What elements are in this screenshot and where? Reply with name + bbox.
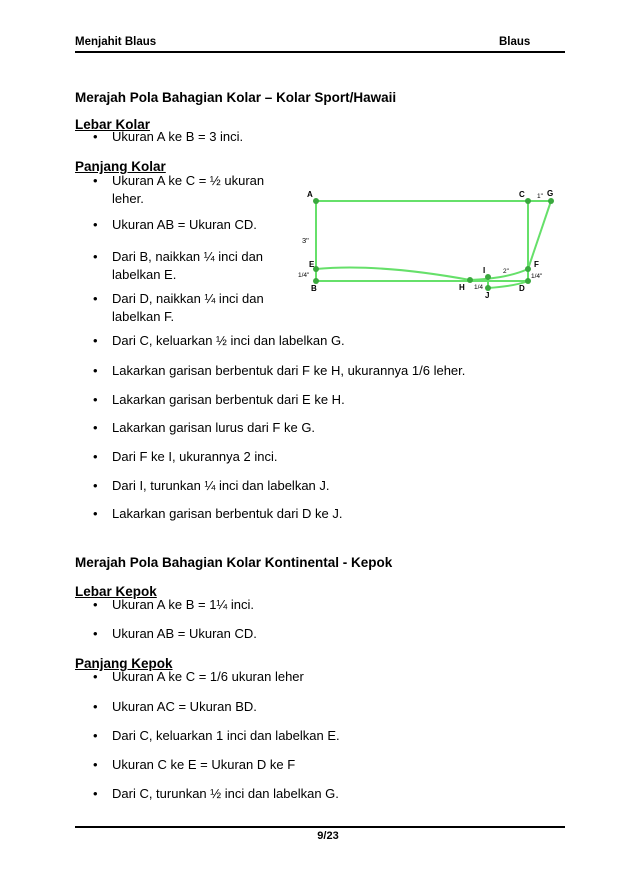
bullet: • — [93, 363, 98, 378]
curve-h-f — [470, 269, 528, 280]
panjang-kolar-item: Lakarkan garisan berbentuk dari D ke J. — [112, 506, 343, 521]
header-rule — [75, 51, 565, 53]
header-chapter: Blaus — [499, 36, 531, 48]
footer-rule — [75, 826, 565, 828]
label-e: E — [309, 260, 315, 269]
panjang-kolar-item-cont: labelkan F. — [112, 309, 175, 324]
bullet: • — [93, 506, 98, 521]
panjang-kepok-item: Dari C, turunkan ½ inci dan labelkan G. — [112, 786, 339, 801]
bullet: • — [93, 786, 98, 801]
panjang-kolar-item: Dari D, naikkan ¼ inci dan — [112, 291, 264, 306]
label-j: J — [485, 291, 490, 300]
bullet: • — [93, 129, 98, 144]
label-g: G — [547, 189, 554, 198]
point-g — [548, 198, 554, 204]
lebar-kepok-item: Ukuran A ke B = 1¼ inci. — [112, 597, 254, 612]
point-i — [485, 274, 491, 280]
bullet: • — [93, 757, 98, 772]
panjang-kepok-item: Dari C, keluarkan 1 inci dan labelkan E. — [112, 728, 340, 743]
bullet: • — [93, 392, 98, 407]
bullet: • — [93, 669, 98, 684]
line-f-g — [528, 201, 551, 269]
point-c — [525, 198, 531, 204]
kolar-pattern-diagram — [290, 185, 570, 305]
panjang-kolar-item-cont: leher. — [112, 191, 144, 206]
page-number: 9/23 — [317, 830, 339, 842]
measure-quarter-right: 1/4" — [531, 273, 543, 280]
point-f — [525, 266, 531, 272]
label-c: C — [519, 190, 525, 199]
measure-quarter-left: 1/4" — [298, 272, 310, 279]
footer — [0, 830, 638, 842]
panjang-kepok-item: Ukuran AC = Ukuran BD. — [112, 699, 257, 714]
measure-2-inch: 2" — [503, 268, 509, 275]
lebar-kolar-heading: Lebar Kolar — [75, 117, 151, 132]
point-h — [467, 277, 473, 283]
bullet: • — [93, 699, 98, 714]
lebar-kepok-heading: Lebar Kepok — [75, 584, 157, 599]
pattern-rectangle — [316, 201, 528, 281]
measure-3-inch: 3" — [302, 236, 309, 245]
header-doc-title: Menjahit Blaus — [75, 36, 157, 48]
label-f: F — [534, 260, 539, 269]
point-a — [313, 198, 319, 204]
section2-title: Merajah Pola Bahagian Kolar Kontinental - Kepok — [75, 555, 393, 570]
bullet: • — [93, 173, 98, 188]
panjang-kolar-item: Ukuran A ke C = ½ ukuran — [112, 173, 265, 188]
bullet: • — [93, 626, 98, 641]
label-a: A — [307, 190, 313, 199]
label-h: H — [459, 283, 465, 292]
measure-1-inch: 1" — [537, 193, 543, 200]
label-i: I — [483, 266, 486, 275]
panjang-kepok-item: Ukuran A ke C = 1/6 ukuran leher — [112, 669, 304, 684]
label-b: B — [311, 284, 317, 293]
panjang-kolar-heading: Panjang Kolar — [75, 159, 166, 174]
curve-e-h — [316, 267, 470, 280]
bullet: • — [93, 728, 98, 743]
measure-quarter-mid: 1/4 — [474, 284, 484, 291]
panjang-kolar-item: Dari B, naikkan ¼ inci dan — [112, 249, 264, 264]
bullet: • — [93, 217, 98, 232]
panjang-kolar-item-cont: labelkan E. — [112, 267, 177, 282]
section1-title: Merajah Pola Bahagian Kolar – Kolar Sport/Hawaii — [75, 90, 397, 105]
panjang-kolar-item: Ukuran AB = Ukuran CD. — [112, 217, 257, 232]
lebar-kepok-item: Ukuran AB = Ukuran CD. — [112, 626, 257, 641]
bullet: • — [93, 291, 98, 306]
panjang-kolar-item: Dari I, turunkan ¼ inci dan labelkan J. — [112, 478, 330, 493]
bullet: • — [93, 597, 98, 612]
bullet: • — [93, 333, 98, 348]
panjang-kepok-heading: Panjang Kepok — [75, 656, 173, 671]
lebar-kolar-item: Ukuran A ke B = 3 inci. — [112, 129, 244, 144]
bullet: • — [93, 478, 98, 493]
bullet: • — [93, 249, 98, 264]
bullet: • — [93, 420, 98, 435]
panjang-kolar-item: Lakarkan garisan lurus dari F ke G. — [112, 420, 316, 435]
panjang-kolar-item: Lakarkan garisan berbentuk dari F ke H, ukurannya 1/6 leher. — [112, 363, 466, 378]
panjang-kepok-item: Ukuran C ke E = Ukuran D ke F — [112, 757, 296, 772]
panjang-kolar-item: Dari C, keluarkan ½ inci dan labelkan G. — [112, 333, 345, 348]
label-d: D — [519, 284, 525, 293]
panjang-kolar-item: Dari F ke I, ukurannya 2 inci. — [112, 449, 278, 464]
bullet: • — [93, 449, 98, 464]
panjang-kolar-item: Lakarkan garisan berbentuk dari E ke H. — [112, 392, 345, 407]
